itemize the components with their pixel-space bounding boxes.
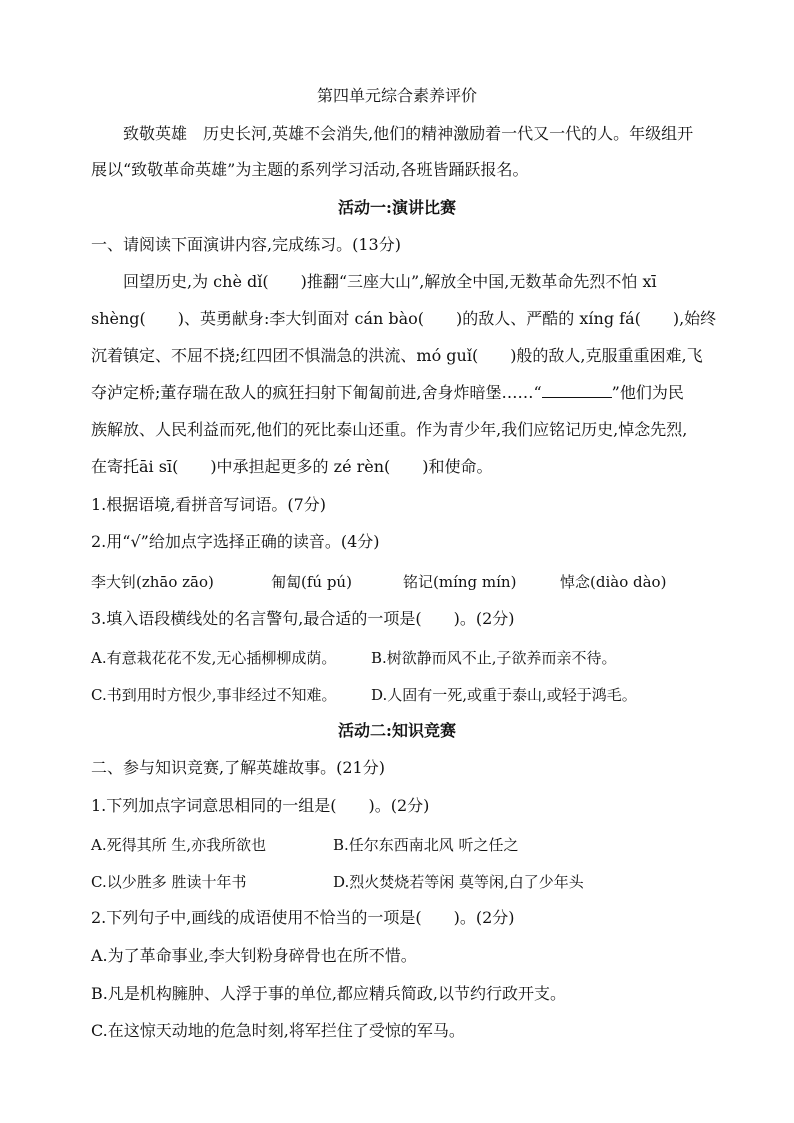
pinyin-choice-4[interactable]: 悼念(diào dào) bbox=[560, 573, 667, 591]
intro-line-2: 展以“致敬革命英雄”为主题的系列学习活动,各班皆踊跃报名。 bbox=[91, 160, 529, 179]
passage-line-5: 族解放、人民利益而死,他们的死比泰山还重。作为青少年,我们应铭记历史,悼念先烈, bbox=[91, 420, 688, 439]
activity-2-heading: 活动二:知识竞赛 bbox=[338, 721, 456, 740]
q3-option-c[interactable]: C.书到用时方恨少,事非经过不知难。 bbox=[91, 686, 337, 704]
passage-line-4-text: 夺泸定桥;董存瑞在敌人的疯狂扫射下匍匐前进,舍身炸暗堡……“ bbox=[91, 383, 542, 402]
activity-1-heading: 活动一:演讲比赛 bbox=[338, 198, 456, 217]
fill-in-blank[interactable] bbox=[542, 383, 612, 398]
question-1-3: 3.填入语段横线处的名言警句,最合适的一项是( )。(2分) bbox=[91, 609, 515, 628]
pinyin-choice-1[interactable]: 李大钊(zhāo zāo) bbox=[91, 573, 214, 591]
page-title: 第四单元综合素养评价 bbox=[316, 86, 477, 105]
question-1-1: 1.根据语境,看拼音写词语。(7分) bbox=[91, 495, 327, 514]
passage-line-2: shèng( )、英勇献身:李大钊面对 cán bào( )的敌人、严酷的 xíng fá( ),始终 bbox=[91, 309, 717, 328]
q3-option-b[interactable]: B.树欲静而风不止,子欲养而亲不待。 bbox=[371, 649, 617, 667]
q2-1-option-a[interactable]: A.死得其所 生,亦我所欲也 bbox=[91, 836, 267, 854]
pinyin-choice-3[interactable]: 铭记(míng mín) bbox=[403, 573, 517, 591]
section-2-heading: 二、参与知识竞赛,了解英雄故事。(21分) bbox=[91, 758, 385, 777]
question-1-2: 2.用“√”给加点字选择正确的读音。(4分) bbox=[91, 532, 380, 551]
section-1-heading: 一、请阅读下面演讲内容,完成练习。(13分) bbox=[91, 235, 401, 254]
q2-2-option-c[interactable]: C.在这惊天动地的危急时刻,将军拦住了受惊的军马。 bbox=[91, 1021, 465, 1040]
passage-line-3: 沉着镇定、不屈不挠;红四团不惧湍急的洪流、mó guǐ( )般的敌人,克服重重困难,飞 bbox=[91, 346, 703, 365]
q3-option-d[interactable]: D.人固有一死,或重于泰山,或轻于鸿毛。 bbox=[371, 686, 637, 704]
q2-2-option-a[interactable]: A.为了革命事业,李大钊粉身碎骨也在所不惜。 bbox=[91, 946, 417, 965]
intro-line-1: 致敬英雄 历史长河,英雄不会消失,他们的精神激励着一代又一代的人。年级组开 bbox=[123, 124, 694, 143]
q2-2-option-b[interactable]: B.凡是机构臃肿、人浮于事的单位,都应精兵简政,以节约行政开支。 bbox=[91, 984, 567, 1003]
passage-line-4-tail: ”他们为民 bbox=[611, 383, 684, 402]
question-2-2: 2.下列句子中,画线的成语使用不恰当的一项是( )。(2分) bbox=[91, 908, 515, 927]
pinyin-choice-2[interactable]: 匍匐(fú pú) bbox=[271, 573, 352, 591]
q2-1-option-d[interactable]: D.烈火焚烧若等闲 莫等闲,白了少年头 bbox=[333, 873, 584, 891]
q2-1-option-c[interactable]: C.以少胜多 胜读十年书 bbox=[91, 873, 247, 891]
q2-1-option-b[interactable]: B.任尔东西南北风 听之任之 bbox=[333, 836, 519, 854]
passage-line-6: 在寄托āi sī( )中承担起更多的 zé rèn( )和使命。 bbox=[91, 457, 493, 476]
question-2-1: 1.下列加点字词意思相同的一组是( )。(2分) bbox=[91, 796, 430, 815]
passage-line-4 bbox=[91, 383, 706, 403]
passage-line-1: 回望历史,为 chè dǐ( )推翻“三座大山”,解放全中国,无数革命先烈不怕 xī bbox=[123, 272, 657, 291]
q3-option-a[interactable]: A.有意栽花花不发,无心插柳柳成荫。 bbox=[91, 649, 337, 667]
